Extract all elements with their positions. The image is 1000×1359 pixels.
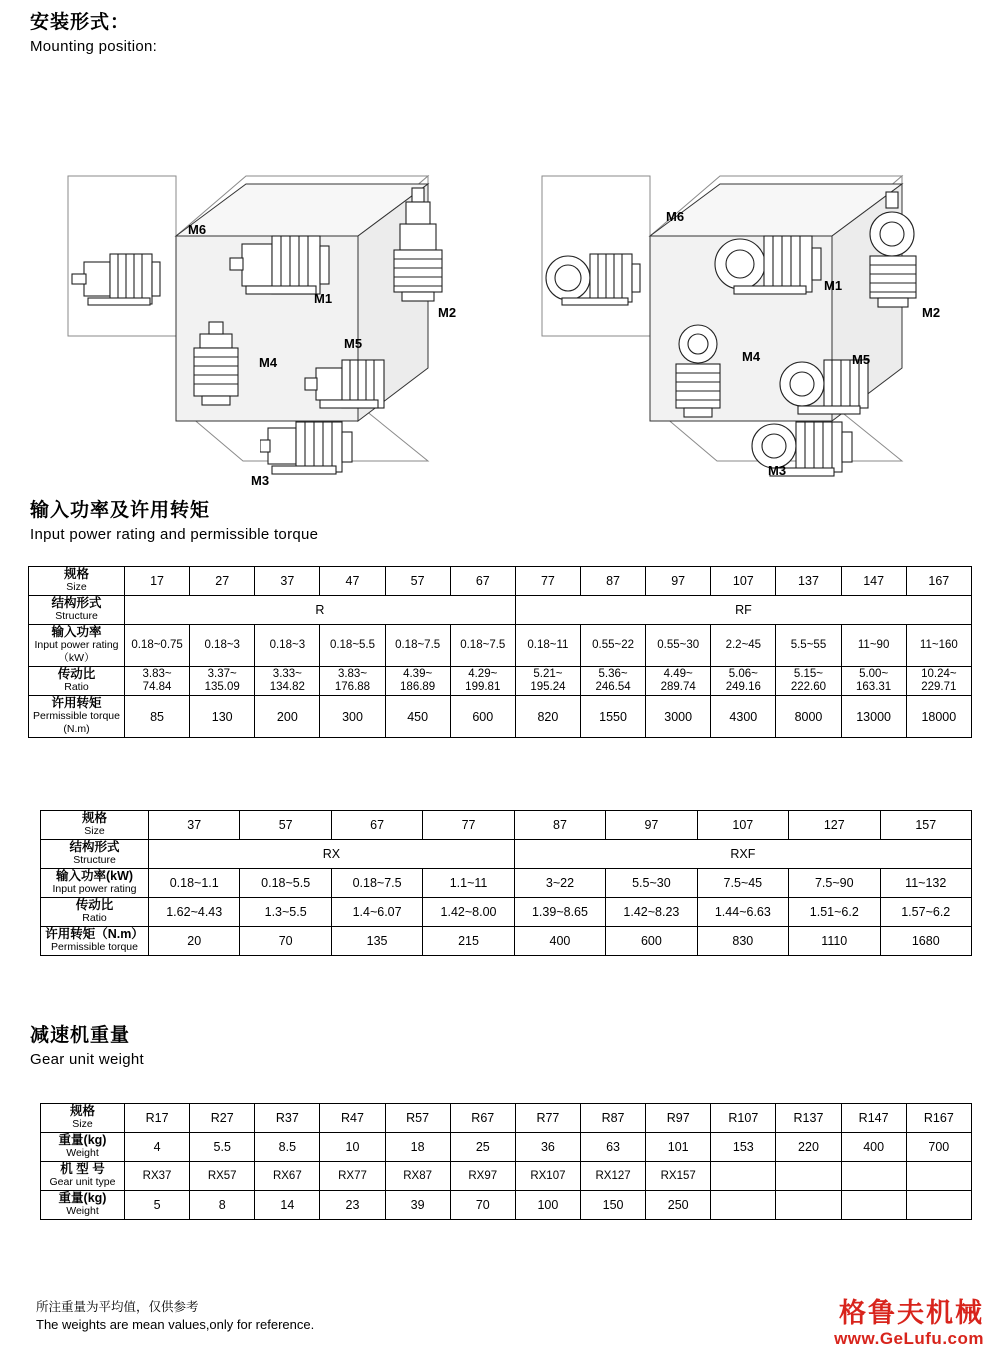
cell-torque: 600 xyxy=(606,927,697,956)
cell-rx-type xyxy=(776,1162,841,1191)
cell-input-power: 0.55~30 xyxy=(646,625,711,667)
cell-input-power: 2.2~45 xyxy=(711,625,776,667)
label-m3-left: M3 xyxy=(251,473,270,488)
row-header-structure-en: Structure xyxy=(73,854,116,866)
cell-size: 137 xyxy=(776,567,841,596)
cell-input-power: 0.18~5.5 xyxy=(240,869,331,898)
cell-ratio: 1.3~5.5 xyxy=(240,898,331,927)
row-header-torque xyxy=(29,696,125,738)
row-header-torque-cn: 许用转矩 xyxy=(51,696,102,710)
cell-torque: 830 xyxy=(697,927,788,956)
cell-ratio: 1.51~6.2 xyxy=(789,898,880,927)
cell-ratio: 5.36~ 246.54 xyxy=(580,667,645,696)
cell-rx-weight: 250 xyxy=(646,1191,711,1220)
table-row-size xyxy=(41,811,972,840)
cell-size: 97 xyxy=(646,567,711,596)
label-m1-right: M1 xyxy=(824,278,843,293)
cell-size: 77 xyxy=(423,811,514,840)
mounting-diagram-right xyxy=(502,76,972,478)
row-header-gear-type xyxy=(41,1162,125,1191)
input-power-table xyxy=(28,566,972,738)
watermark-en: www.GeLufu.com xyxy=(834,1329,984,1348)
label-m6-right: M6 xyxy=(666,209,685,224)
cell-r-weight: 25 xyxy=(450,1133,515,1162)
table-row-ratio xyxy=(29,667,972,696)
row-header-ratio-cn: 传动比 xyxy=(57,667,96,681)
row-header-ratio-en: Ratio xyxy=(82,912,107,924)
cell-r-size: R57 xyxy=(385,1104,450,1133)
cell-r-weight: 18 xyxy=(385,1133,450,1162)
cell-rx-weight: 14 xyxy=(255,1191,320,1220)
label-m5-right: M5 xyxy=(852,352,871,367)
row-header-ratio-en: Ratio xyxy=(64,681,89,693)
cell-size: 77 xyxy=(515,567,580,596)
cell-size: 37 xyxy=(149,811,240,840)
cell-r-size: R27 xyxy=(190,1104,255,1133)
row-header-torque-en: Permissible torque (N.m) xyxy=(33,710,120,735)
cell-r-weight: 5.5 xyxy=(190,1133,255,1162)
row-header-weight2-cn: 重量(kg) xyxy=(58,1191,107,1205)
cell-input-power: 0.18~7.5 xyxy=(450,625,515,667)
table-row-torque xyxy=(41,927,972,956)
label-m1-left: M1 xyxy=(314,291,333,306)
cell-torque: 18000 xyxy=(906,696,971,738)
cell-r-weight: 700 xyxy=(906,1133,971,1162)
cell-rx-type: RX97 xyxy=(450,1162,515,1191)
cell-rx-type: RX67 xyxy=(255,1162,320,1191)
cell-size: 87 xyxy=(580,567,645,596)
cell-torque: 450 xyxy=(385,696,450,738)
cell-ratio: 3.83~ 74.84 xyxy=(125,667,190,696)
row-header-input-power-en: Input power rating（kW） xyxy=(34,639,119,664)
weight-title-en: Gear unit weight xyxy=(30,1051,145,1068)
label-m2-right: M2 xyxy=(922,305,941,320)
cell-rx-weight: 23 xyxy=(320,1191,385,1220)
label-m2-left: M2 xyxy=(438,305,457,320)
row-header-gear-type-en: Gear unit type xyxy=(49,1176,116,1188)
cell-rx-weight: 5 xyxy=(125,1191,190,1220)
cell-size: 97 xyxy=(606,811,697,840)
cell-r-weight: 63 xyxy=(580,1133,645,1162)
row-header-size-cn: 规格 xyxy=(69,1104,95,1118)
mounting-title-en: Mounting position: xyxy=(30,38,158,55)
cell-r-size: R67 xyxy=(450,1104,515,1133)
row-header-size xyxy=(41,811,149,840)
row-header-input-power xyxy=(41,869,149,898)
cell-torque: 300 xyxy=(320,696,385,738)
row-header-torque-cn: 许用转矩（N.m） xyxy=(45,927,144,941)
cell-ratio: 10.24~ 229.71 xyxy=(906,667,971,696)
cell-torque: 135 xyxy=(331,927,422,956)
cell-rx-type: RX87 xyxy=(385,1162,450,1191)
row-header-size-en: Size xyxy=(84,825,105,837)
cell-ratio: 1.44~6.63 xyxy=(697,898,788,927)
row-header-input-power xyxy=(29,625,125,667)
cell-input-power: 0.18~7.5 xyxy=(385,625,450,667)
label-m4-right: M4 xyxy=(742,349,761,364)
table-row-structure xyxy=(41,840,972,869)
label-m4-left: M4 xyxy=(259,355,278,370)
row-header-weight2-en: Weight xyxy=(66,1205,99,1217)
cell-size: 167 xyxy=(906,567,971,596)
cell-rx-type xyxy=(841,1162,906,1191)
cell-structure-rxf: RXF xyxy=(514,840,971,869)
table-row-r-weight xyxy=(41,1133,972,1162)
row-header-weight xyxy=(41,1133,125,1162)
cell-rx-weight: 100 xyxy=(515,1191,580,1220)
input-power-title-en: Input power rating and permissible torque xyxy=(30,526,319,543)
cell-torque: 1110 xyxy=(789,927,880,956)
cell-size: 147 xyxy=(841,567,906,596)
cell-rx-weight: 70 xyxy=(450,1191,515,1220)
cell-size: 57 xyxy=(240,811,331,840)
cell-r-size: R147 xyxy=(841,1104,906,1133)
row-header-gear-type-cn: 机 型 号 xyxy=(60,1162,105,1176)
cell-torque: 13000 xyxy=(841,696,906,738)
cell-input-power: 5.5~55 xyxy=(776,625,841,667)
row-header-weight-cn: 重量(kg) xyxy=(58,1133,107,1147)
cell-size: 107 xyxy=(697,811,788,840)
cell-r-weight: 153 xyxy=(711,1133,776,1162)
cell-r-size: R87 xyxy=(580,1104,645,1133)
table-row-ratio xyxy=(41,898,972,927)
row-header-torque-en: Permissible torque xyxy=(51,941,138,953)
gear-unit-weight-title xyxy=(30,1023,144,1071)
cell-rx-weight: 8 xyxy=(190,1191,255,1220)
row-header-input-power-cn: 输入功率(kW) xyxy=(55,869,134,883)
mounting-position-title xyxy=(30,10,157,58)
cell-r-weight: 4 xyxy=(125,1133,190,1162)
cell-input-power: 7.5~45 xyxy=(697,869,788,898)
cell-r-size: R17 xyxy=(125,1104,190,1133)
cell-input-power: 11~160 xyxy=(906,625,971,667)
cell-ratio: 1.57~6.2 xyxy=(880,898,972,927)
row-header-weight xyxy=(41,1191,125,1220)
cell-rx-weight xyxy=(711,1191,776,1220)
cell-r-size: R167 xyxy=(906,1104,971,1133)
cell-torque: 85 xyxy=(125,696,190,738)
footnote xyxy=(36,1299,314,1334)
cell-r-size: R107 xyxy=(711,1104,776,1133)
row-header-size xyxy=(41,1104,125,1133)
table-row-rx-weight xyxy=(41,1191,972,1220)
cell-size: 107 xyxy=(711,567,776,596)
cell-size: 67 xyxy=(450,567,515,596)
cell-input-power: 11~132 xyxy=(880,869,972,898)
cell-ratio: 3.83~ 176.88 xyxy=(320,667,385,696)
cell-ratio: 5.00~ 163.31 xyxy=(841,667,906,696)
row-header-input-power-cn: 输入功率 xyxy=(51,625,102,639)
cell-torque: 3000 xyxy=(646,696,711,738)
cell-rx-type: RX127 xyxy=(580,1162,645,1191)
row-header-structure-cn: 结构形式 xyxy=(51,596,102,610)
cell-rx-weight xyxy=(841,1191,906,1220)
cell-r-weight: 8.5 xyxy=(255,1133,320,1162)
cell-torque: 400 xyxy=(514,927,605,956)
row-header-structure xyxy=(29,596,125,625)
cell-input-power: 0.18~11 xyxy=(515,625,580,667)
cell-torque: 1550 xyxy=(580,696,645,738)
cell-size: 17 xyxy=(125,567,190,596)
cell-size: 87 xyxy=(514,811,605,840)
weight-title-cn: 减速机重量 xyxy=(30,1025,131,1046)
row-header-size-en: Size xyxy=(72,1118,93,1130)
cell-size: 127 xyxy=(789,811,880,840)
cell-input-power: 5.5~30 xyxy=(606,869,697,898)
cell-r-size: R47 xyxy=(320,1104,385,1133)
cell-r-weight: 36 xyxy=(515,1133,580,1162)
cell-r-size: R37 xyxy=(255,1104,320,1133)
cell-ratio: 5.15~ 222.60 xyxy=(776,667,841,696)
cell-rx-type: RX107 xyxy=(515,1162,580,1191)
row-header-size xyxy=(29,567,125,596)
table-row-size xyxy=(29,567,972,596)
cell-rx-type xyxy=(906,1162,971,1191)
row-header-ratio xyxy=(41,898,149,927)
cell-input-power: 0.55~22 xyxy=(580,625,645,667)
row-header-structure-cn: 结构形式 xyxy=(69,840,120,854)
cell-ratio: 1.62~4.43 xyxy=(149,898,240,927)
cell-ratio: 4.49~ 289.74 xyxy=(646,667,711,696)
cell-torque: 820 xyxy=(515,696,580,738)
row-header-structure-en: Structure xyxy=(55,610,98,622)
row-header-structure xyxy=(41,840,149,869)
gear-unit-weight-table xyxy=(40,1103,972,1220)
footnote-en: The weights are mean values,only for reference. xyxy=(36,1317,315,1332)
cell-r-weight: 400 xyxy=(841,1133,906,1162)
cell-torque: 130 xyxy=(190,696,255,738)
cell-torque: 20 xyxy=(149,927,240,956)
cell-ratio: 4.29~ 199.81 xyxy=(450,667,515,696)
label-m6-left: M6 xyxy=(188,222,207,237)
mounting-diagrams xyxy=(28,76,972,488)
cell-input-power: 0.18~5.5 xyxy=(320,625,385,667)
table-row-torque xyxy=(29,696,972,738)
input-power-title-cn: 输入功率及许用转矩 xyxy=(30,500,211,521)
cell-ratio: 1.39~8.65 xyxy=(514,898,605,927)
cell-torque: 70 xyxy=(240,927,331,956)
watermark xyxy=(834,1299,984,1349)
cell-torque: 4300 xyxy=(711,696,776,738)
cell-input-power: 0.18~3 xyxy=(255,625,320,667)
cell-input-power: 0.18~3 xyxy=(190,625,255,667)
mounting-title-cn: 安装形式： xyxy=(30,12,131,33)
cell-ratio: 1.42~8.23 xyxy=(606,898,697,927)
table-row-input-power xyxy=(29,625,972,667)
table-row-gear-type xyxy=(41,1162,972,1191)
cell-r-size: R137 xyxy=(776,1104,841,1133)
footnote-cn: 所注重量为平均值，仅供参考 xyxy=(36,1300,199,1314)
cell-r-size: R77 xyxy=(515,1104,580,1133)
cell-ratio: 5.06~ 249.16 xyxy=(711,667,776,696)
row-header-weight-en: Weight xyxy=(66,1147,99,1159)
row-header-size-cn: 规格 xyxy=(81,811,107,825)
table-row-size xyxy=(41,1104,972,1133)
cell-size: 27 xyxy=(190,567,255,596)
row-header-torque xyxy=(41,927,149,956)
cell-size: 47 xyxy=(320,567,385,596)
cell-structure-rf: RF xyxy=(515,596,971,625)
cell-input-power: 0.18~7.5 xyxy=(331,869,422,898)
cell-rx-type: RX37 xyxy=(125,1162,190,1191)
cell-ratio: 3.33~ 134.82 xyxy=(255,667,320,696)
cell-rx-type: RX77 xyxy=(320,1162,385,1191)
cell-torque: 1680 xyxy=(880,927,972,956)
cell-size: 57 xyxy=(385,567,450,596)
row-header-size-cn: 规格 xyxy=(63,567,89,581)
cell-input-power: 3~22 xyxy=(514,869,605,898)
cell-size: 157 xyxy=(880,811,972,840)
cell-r-weight: 220 xyxy=(776,1133,841,1162)
cell-rx-weight xyxy=(776,1191,841,1220)
cell-input-power: 0.18~0.75 xyxy=(125,625,190,667)
row-header-ratio-cn: 传动比 xyxy=(75,898,114,912)
row-header-ratio xyxy=(29,667,125,696)
label-m3-right: M3 xyxy=(768,463,787,478)
cell-torque: 600 xyxy=(450,696,515,738)
cell-input-power: 11~90 xyxy=(841,625,906,667)
cell-ratio: 1.42~8.00 xyxy=(423,898,514,927)
cell-rx-weight: 150 xyxy=(580,1191,645,1220)
label-m5-left: M5 xyxy=(344,336,363,351)
m3-unit-left xyxy=(260,406,460,486)
cell-rx-type xyxy=(711,1162,776,1191)
table-row-input-power xyxy=(41,869,972,898)
cell-structure-rx: RX xyxy=(149,840,515,869)
cell-r-size: R97 xyxy=(646,1104,711,1133)
row-header-input-power-en: Input power rating xyxy=(52,883,137,895)
cell-input-power: 1.1~11 xyxy=(423,869,514,898)
cell-rx-weight xyxy=(906,1191,971,1220)
table-row-structure xyxy=(29,596,972,625)
cell-r-weight: 101 xyxy=(646,1133,711,1162)
cell-size: 37 xyxy=(255,567,320,596)
cell-ratio: 4.39~ 186.89 xyxy=(385,667,450,696)
mounting-diagram-left xyxy=(28,76,498,488)
cell-rx-type: RX157 xyxy=(646,1162,711,1191)
cell-structure-r: R xyxy=(125,596,516,625)
cell-input-power: 7.5~90 xyxy=(789,869,880,898)
cell-input-power: 0.18~1.1 xyxy=(149,869,240,898)
row-header-size-en: Size xyxy=(66,581,87,593)
rx-table xyxy=(40,810,972,956)
input-power-title xyxy=(30,498,318,546)
cell-torque: 215 xyxy=(423,927,514,956)
watermark-cn: 格鲁夫机械 xyxy=(839,1298,984,1329)
cell-r-weight: 10 xyxy=(320,1133,385,1162)
cell-torque: 8000 xyxy=(776,696,841,738)
cell-rx-weight: 39 xyxy=(385,1191,450,1220)
cell-torque: 200 xyxy=(255,696,320,738)
cell-size: 67 xyxy=(331,811,422,840)
cell-ratio: 5.21~ 195.24 xyxy=(515,667,580,696)
cell-rx-type: RX57 xyxy=(190,1162,255,1191)
cell-ratio: 3.37~ 135.09 xyxy=(190,667,255,696)
cell-ratio: 1.4~6.07 xyxy=(331,898,422,927)
